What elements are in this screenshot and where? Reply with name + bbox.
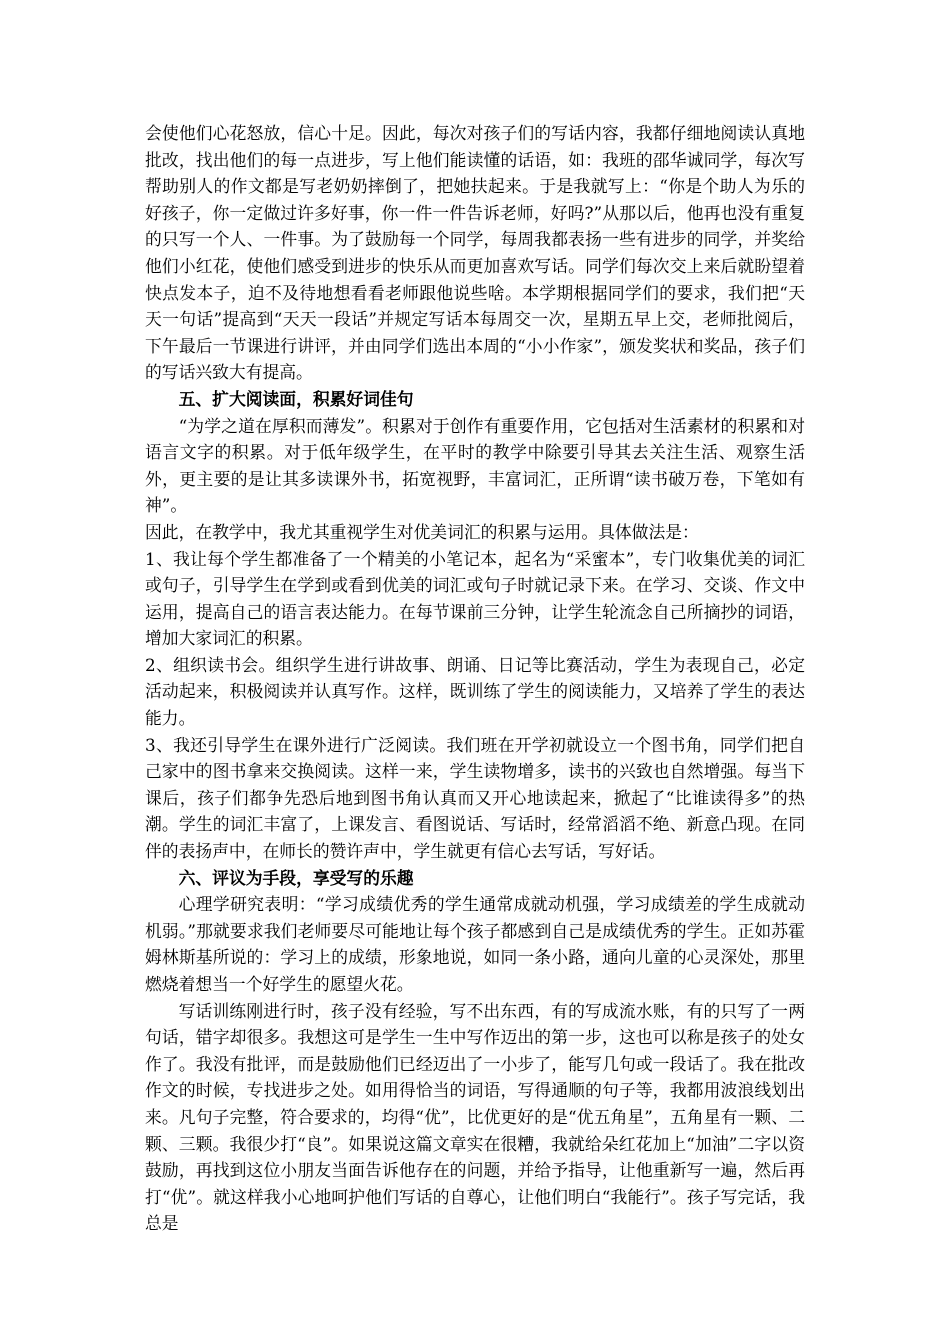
section-heading-5: 五、扩大阅读面，积累好词佳句	[178, 388, 414, 409]
paragraph-psychology: 心理学研究表明：“学习成绩优秀的学生通常成就动机强，学习成绩差的学生成就动机弱。”那就要求我们老师要尽可能地让每个孩子都感到自己是成绩优秀的学生。正如苏霍姆林斯基所说的：学习上的成绩，形象地说，如同一条小路，通向儿童的心灵深处，那里燃烧着想当一个好学生的愿望火花。	[145, 894, 805, 994]
paragraph-accumulation: “为学之道在厚积而薄发”。积累对于创作有重要作用，它包括对生活素材的积累和对语言文字的积累。对于低年级学生，在平时的教学中除要引导其去关注生活、观察生活外，更主要的是让其多读课外书，拓宽视野，丰富词汇，正所谓“读书破万卷，下笔如有神”。	[145, 415, 805, 516]
list-item-1: 1、我让每个学生都准备了一个精美的小笔记本，起名为“采蜜本”，专门收集优美的词汇或句子，引导学生在学到或看到优美的词汇或句子时就记录下来。在学习、交谈、作文中运用，提高自己的语言表达能力。在每节课前三分钟，让学生轮流念自己所摘抄的词语，增加大家词汇的积累。	[145, 548, 805, 649]
list-item-3: 3、我还引导学生在课外进行广泛阅读。我们班在开学初就设立一个图书角，同学们把自己家中的图书拿来交换阅读。这样一来，学生读物增多，读书的兴致也自然增强。每当下课后，孩子们都争先恐后地到图书角认真而又开心地读起来，掀起了“比谁读得多”的热潮。学生的词汇丰富了，上课发言、看图说话、写话时，经常滔滔不绝、新意凸现。在同伴的表扬声中，在师长的赞许声中，学生就更有信心去写话，写好话。	[145, 734, 805, 862]
section-heading-6: 六、评议为手段，享受写的乐趣	[178, 867, 414, 888]
paragraph-grading: 写话训练刚进行时，孩子没有经验，写不出东西，有的写成流水账，有的只写了一两句话，错字却很多。我想这可是学生一生中写作迈出的第一步，这也可以称是孩子的处女作了。我没有批评，而是鼓励他们已经迈出了一小步了，能写几句或一段话了。我在批改作文的时候，专找进步之处。如用得恰当的词语，写得通顺的句子等，我都用波浪线划出来。凡句子完整，符合要求的，均得“优”，比优更好的是“优五角星”，五角星有一颗、二颗、三颗。我很少打“良”。如果说这篇文章实在很糟，我就给朵红花加上“加油”二字以资鼓励，再找到这位小朋友当面告诉他存在的问题，并给予指导，让他重新写一遍，然后再打“优”。就这样我小心地呵护他们写话的自尊心，让他们明白“我能行”。孩子写完话，我总是	[145, 1000, 805, 1234]
paragraph-methods-intro: 因此，在教学中，我尤其重视学生对优美词汇的积累与运用。具体做法是：	[145, 521, 699, 542]
document-page	[145, 120, 805, 1237]
list-item-2: 2、组织读书会。组织学生进行讲故事、朗诵、日记等比赛活动，学生为表现自己，必定活动起来，积极阅读并认真写作。这样，既训练了学生的阅读能力，又培养了学生的表达能力。	[145, 654, 805, 729]
paragraph-praise-writing: 会使他们心花怒放，信心十足。因此，每次对孩子们的写话内容，我都仔细地阅读认真地批改，找出他们的每一点进步，写上他们能读懂的话语，如：我班的邵华诚同学，每次写帮助别人的作文都是写老奶奶摔倒了，把她扶起来。于是我就写上：“你是个助人为乐的好孩子，你一定做过许多好事，你一件一件告诉老师，好吗?”从那以后，他再也没有重复的只写一个人、一件事。为了鼓励每一个同学，每周我都表扬一些有进步的同学，并奖给他们小红花，使他们感受到进步的快乐从而更加喜欢写话。同学们每次交上来后就盼望着快点发本子，迫不及待地想看看老师跟他说些啥。本学期根据同学们的要求，我们把“天天一句话”提高到“天天一段话”并规定写话本每周交一次，星期五早上交，老师批阅后，下午最后一节课进行讲评，并由同学们选出本周的“小小作家”，颁发奖状和奖品，孩子们的写话兴致大有提高。	[145, 123, 805, 383]
